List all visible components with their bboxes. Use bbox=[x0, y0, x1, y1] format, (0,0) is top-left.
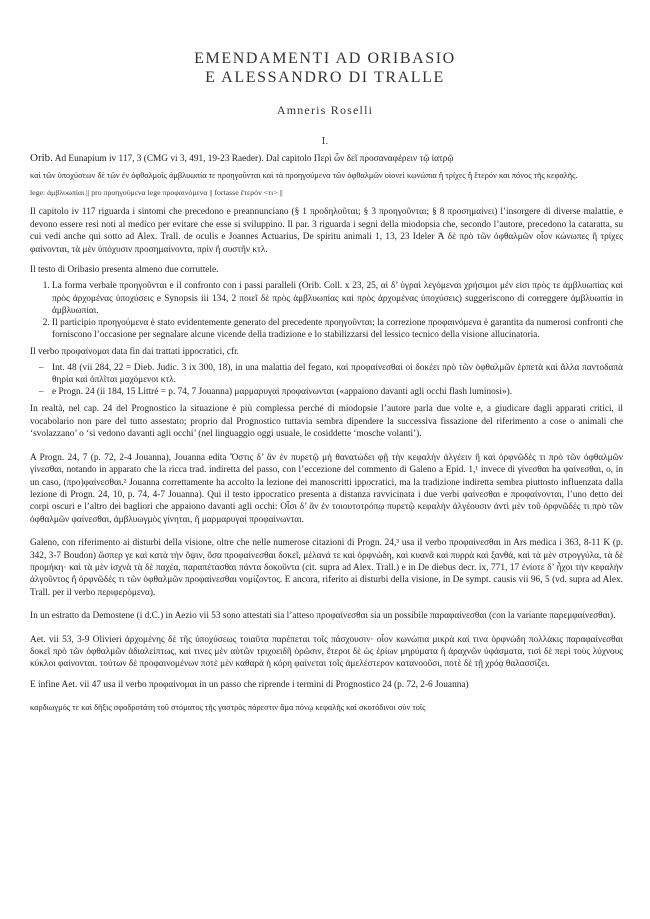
paragraph-corruptions: Il testo di Oribasio presenta almeno due corruttele. bbox=[30, 265, 219, 276]
emendation-note: lege: ἀμβλυωπίαι || pro προηγούμενα lege προφαινόμενα || fortasse ἕτερόν <τι> || bbox=[30, 188, 283, 198]
section-number: I. bbox=[321, 137, 329, 147]
list-item: – e Progn. 24 (ii 184, 15 Littré = p. 74, 7 Jouanna) μαρμαρυγαὶ προφαίνωνται («appaiono davanti agli occhi flash luminosi»). bbox=[52, 386, 623, 398]
paragraph-chapter-context: Il capitolo iv 117 riguarda i sintomi che precedono e preannunciano (§ 1 προδηλοῦται; § 3 προηγοῦνται; § 8 προσημαίνει) l’insorgere di diverse malattie, e devono essere resi noti al medico per evitare che esse si sviluppino. Il par. 3 riguarda i segni della miodopsia che, secondo l’autore, precedono la cataratta, su cui vedi anche qui sotto ad Alex. Trall. de oculis e Joannes Actuarius, De spiritu animali 1, 13, 23 Ideler Ἀ δὲ πρὸ τῶν ὀφθαλμῶν οἷον κώνωπες ἢ τρίχες φαίνονται, τὰ μὲν ὑπόχυσιν προσημαίνοντα, πρὶν ἢ συστῆν κτλ. bbox=[30, 207, 623, 255]
paragraph-aetius-47: E infine Aet. vii 47 usa il verbo προφαίνομαι in un passo che riprende i termini di Prognostico 24 (p. 72, 2-6 Jouanna) bbox=[30, 679, 469, 690]
paragraph-demosthenes: In un estratto da Demostene (i d.C.) in Aezio vii 53 sono attestati sia l’atteso προφαίνεσθαι sia un possibile παραφαίνεσθαι (con la variante παρεμφαίνεσθαι). bbox=[30, 611, 616, 622]
corruptions-list bbox=[30, 280, 623, 341]
paragraph-galen: Galeno, con riferimento ai disturbi della visione, oltre che nelle numerose citazioni di Progn. 24,³ usa il verbo προφαίνεσθαι in Ars medica i 363, 8-11 K (p. 342, 3-7 Boudon) ὥσπερ γε καὶ κατὰ τὴν ὄψιν, ὅσα προφαίνεσθαι δοκεῖ, μέλανά τε καὶ ὀρφνώδη, καὶ κυανᾶ καὶ πυρρὰ καὶ ξανθά, καὶ τὰ μὲν στρογγύλα, τὰ δὲ προμήκη· καὶ τὰ μὲν ἰσχνὰ τὰ δὲ παχέα, παραπέτασθαι πάντα δοκοῦντα (cit. supra ad Alex. Trall.) e in De diebus decr. ix, 771, 17 ἐνίοτε δ’ ἦχοι τὴν κεφαλὴν ἀλγοῦντος ἢ ὀρφνῶδές τι τῶν ὀφθαλμῶν προφαίνεσθαι νομίζοντος. E ancora, riferito ai disturbi della visione, in De sympt. causis vii 96, 5 (vd. supra ad Alex. Trall. per il verbo περιφερόμενα). bbox=[30, 538, 623, 598]
paragraph-verb: Il verbo προφαίνομαι data fin dai trattati ippocratici, cfr. bbox=[30, 347, 240, 358]
list-item: 1. La forma verbale προηγοῦνται e il confronto con i passi paralleli (Orib. Coll. x 23, 25, αἱ δ’ ὑγραὶ λεγόμεναι χρήσιμοι μέν εἰσι πρὸς τε ἀμβλυωπίας καὶ πρὸς ἀρχομένας ὑποχύσεις e Synopsis iii 134, 2 ποιεῖ δὲ πρὸς ἀμβλυωπίας καὶ πρὸς ἀρχομένας ὑποχύσεις) suggeriscono di correggere ἀμβλυωπία in ἀμβλυωπίαι. bbox=[52, 280, 623, 317]
list-item: – Int. 48 (vii 284, 22 = Dieb. Judic. 3 ix 300, 18), in una malattia del fegato, καὶ προφαίνεσθαί οἱ δοκέει πρὸ τῶν ὀφθαλμῶν ἑρπετὰ καὶ ἄλλα παντοδαπὰ θηρία καὶ ὁπλῖται μαχόμενοι κτλ. bbox=[52, 362, 623, 386]
paragraph-aetius: Aet. vii 53, 3-9 Olivieri ἀρχομένης δὲ τῆς ὑποχύσεως τοιαῦτα παρέπεται τοῖς πάσχουσιν· οἷον κωνώπια μικρὰ καί τινα ὀρφνώδη πολλάκις παραφαίνεσθαι δοκεῖ πρὸ τῶν ὀφθαλμῶν ἀδιαλείπτως, καὶ τινες μὲν αὐτῶν τριχοειδῆ ὁρῶσιν, ἕτεροι δὲ ὡς ἐρίων μηρύματα ἢ ἀραχνῶν ὑφάσματα, τισὶ δὲ περὶ τοὺς λύχνους κύκλοι φαίνονται. τούτων δὲ προφαινομένων ποτὲ μὲν καθαρὰ ἡ κόρη φαίνεται τοῖς ἀμελέστερον κατανοοῦσι, ποτὲ δὲ τῇ χρόᾳ θαλασσίζει. bbox=[30, 634, 623, 670]
article-title-line-2: E ALESSANDRO DI TRALLE bbox=[205, 69, 445, 86]
intro-text: Ad Eunapium iv 117, 3 (CMG vi 3, 491, 19-23 Raeder). Dal capitolo Περὶ ὧν δεῖ προσαναφέρειν τῷ ἰατρῷ bbox=[54, 154, 454, 164]
greek-quotation: καὶ τῶν ὑποχύσεων δὲ τῶν ἐν ὀφθαλμοῖς ἀμβλυωπία τε προηγοῦνται καὶ τὰ προηγούμενα τῶν ὀφθαλμῶν οἱονεὶ κωνώπια ἢ τρίχες ἢ ἕτερόν και πόνος τῆς κεφαλῆς. bbox=[30, 171, 578, 181]
greek-quotation-final: καρδιωγμός τε καὶ δῆξις σφοδροτάτη τοῦ στόματος τῆς γαστρὸς πάρεστιν ἅμα πόνῳ κεφαλῆς καὶ σκοτόδινοι σὺν τοῖς bbox=[30, 703, 426, 713]
paragraph-jouanna: A Progn. 24, 7 (p. 72, 2-4 Jouanna), Jouanna edita Ὅστις δ’ ἂν ἐν πυρετῷ μὴ θανατώδει φῇ τὴν κεφαλὴν ἀλγέειν ἢ καὶ ὀρφνῶδές τι πρὸ τῶν ὀφθαλμῶν γίνεσθαι, notando in apparato che la ricca trad. indiretta del passo, con l’eccezione del commento di Galeno a Epid. 1,¹ invece di γίνεσθαι ha φαίνεσθαι, o, in un caso, (προ)φαίνεσθαι.² Jouanna correttamente ha accolto la lezione dei manoscritti ippocratici, ma la tradizione indiretta sembra piuttosto influenzata dalla lezione di Progn. 24, 10, p. 74, 4-7 Jouanna). Qui il testo ippocratico presenta a distanza ravvicinata i due verbi φαίνεσθαι e προφαίνονται, l’uno detto dei corpi oscuri e l’altro dei bagliori che appaiono davanti agli occhi: Οἷσι δ’ ἂν ἐν τοιουτοτρόπῳ πυρετῷ κεφαλὴν ἀλγέουσιν ἀντὶ μὲν τοῦ ὀρφνῶδές τι πρὸ τῶν ὀφθαλμῶν φαίνεσθαι, ἀμβλυωγμὸς γίνηται, ἢ μαρμαρυγαὶ προφαίνωνται. bbox=[30, 452, 623, 525]
paragraph-intro bbox=[30, 152, 623, 165]
article-title-line-1: EMENDAMENTI AD ORIBASIO bbox=[194, 50, 456, 67]
article-body bbox=[30, 152, 623, 714]
citations-list bbox=[30, 362, 623, 399]
paragraph-prognostic: In realtà, nel cap. 24 del Prognostico la situazione è più complessa perché di miodopsie l’autore parla due volte e, a giudicare dagli apparati critici, il vocabolario non pare del tutto assestato; proprio dal Prognostico tuttavia sembra dipendere la successiva fissazione del riferimento a cose o animali che ‘svolazzano’ o ‘si vedono davanti agli occhi’ (nel linguaggio oggi usuale, le cosiddette ‘mosche volanti’). bbox=[30, 404, 623, 440]
author-name: Amneris Roselli bbox=[276, 103, 374, 117]
list-item: 2. Il participio προηγούμενα è stato evidentemente generato del precedente προηγοῦνται; la correzione προφαινόμενα è garantita da numerosi confronti che forniscono l’occasione per segnalare alcune vicende della tradizione e lo stabilizzarsi del lessico tecnico della visione allucinatoria. bbox=[52, 317, 623, 341]
lead-word: Orib. bbox=[30, 152, 53, 164]
